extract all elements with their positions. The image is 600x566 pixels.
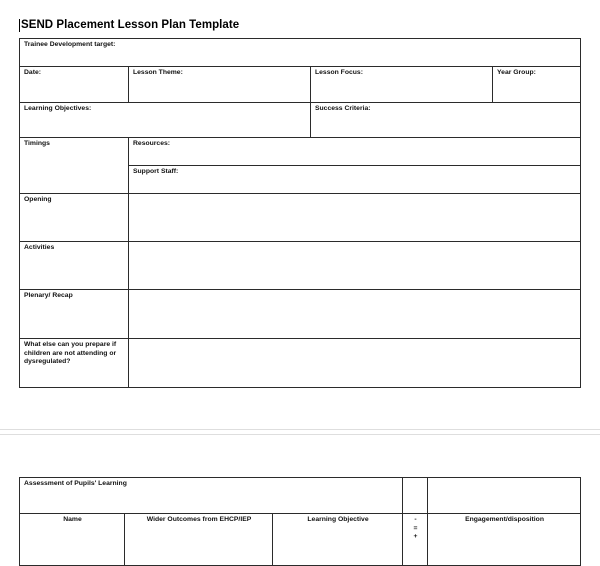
table-row-plenary: [20, 290, 581, 339]
text-cursor-icon: [19, 19, 20, 32]
cell-activities-value[interactable]: [129, 242, 581, 290]
column-header-learning-objective: Learning Objective: [273, 514, 403, 566]
cell-trainee-development-target[interactable]: Trainee Development target:: [20, 39, 581, 67]
cell-resources[interactable]: Resources:: [129, 138, 581, 166]
page-title: [19, 17, 239, 33]
cell-date[interactable]: Date:: [20, 67, 129, 103]
cell-activities-label[interactable]: Activities: [20, 242, 129, 290]
cell-year-group[interactable]: Year Group:: [493, 67, 581, 103]
page-title-text: SEND Placement Lesson Plan Template: [21, 18, 240, 31]
assessment-table: [19, 477, 581, 566]
cell-contingency-value[interactable]: [129, 339, 581, 388]
table-row-resources: [20, 138, 581, 166]
table-row-assessment-heading: [20, 478, 581, 514]
cell-plenary-label[interactable]: Plenary/ Recap: [20, 290, 129, 339]
column-header-wider-outcomes: Wider Outcomes from EHCP/IEP: [125, 514, 273, 566]
cell-learning-objectives[interactable]: Learning Objectives:: [20, 103, 311, 138]
cell-lesson-theme[interactable]: Lesson Theme:: [129, 67, 311, 103]
rating-minus: -: [414, 516, 417, 523]
cell-opening-label[interactable]: Opening: [20, 194, 129, 242]
cell-lesson-focus[interactable]: Lesson Focus:: [311, 67, 493, 103]
column-header-engagement: Engagement/disposition: [428, 514, 581, 566]
lesson-plan-table: [19, 38, 581, 388]
column-header-rating-scale: [403, 514, 428, 566]
rating-equals: =: [413, 524, 418, 532]
cell-success-criteria[interactable]: Success Criteria:: [311, 103, 581, 138]
table-row-assessment-columns: [20, 514, 581, 566]
cell-assessment-heading-engagement[interactable]: [428, 478, 581, 514]
table-row-activities: [20, 242, 581, 290]
rating-plus: +: [413, 533, 418, 541]
cell-plenary-value[interactable]: [129, 290, 581, 339]
column-header-name: Name: [20, 514, 125, 566]
cell-timings[interactable]: Timings: [20, 138, 129, 194]
table-row-objectives: [20, 103, 581, 138]
cell-contingency-label[interactable]: What else can you prepare if children are not attending or dysregulated?: [20, 339, 129, 388]
cell-assessment-heading[interactable]: Assessment of Pupils' Learning: [20, 478, 403, 514]
cell-opening-value[interactable]: [129, 194, 581, 242]
page-break-divider: [0, 429, 600, 435]
cell-assessment-heading-scale[interactable]: [403, 478, 428, 514]
table-row-date: [20, 67, 581, 103]
table-row-contingency: [20, 339, 581, 388]
table-row-trainee-target: [20, 39, 581, 67]
table-row-opening: [20, 194, 581, 242]
cell-support-staff[interactable]: Support Staff:: [129, 166, 581, 194]
